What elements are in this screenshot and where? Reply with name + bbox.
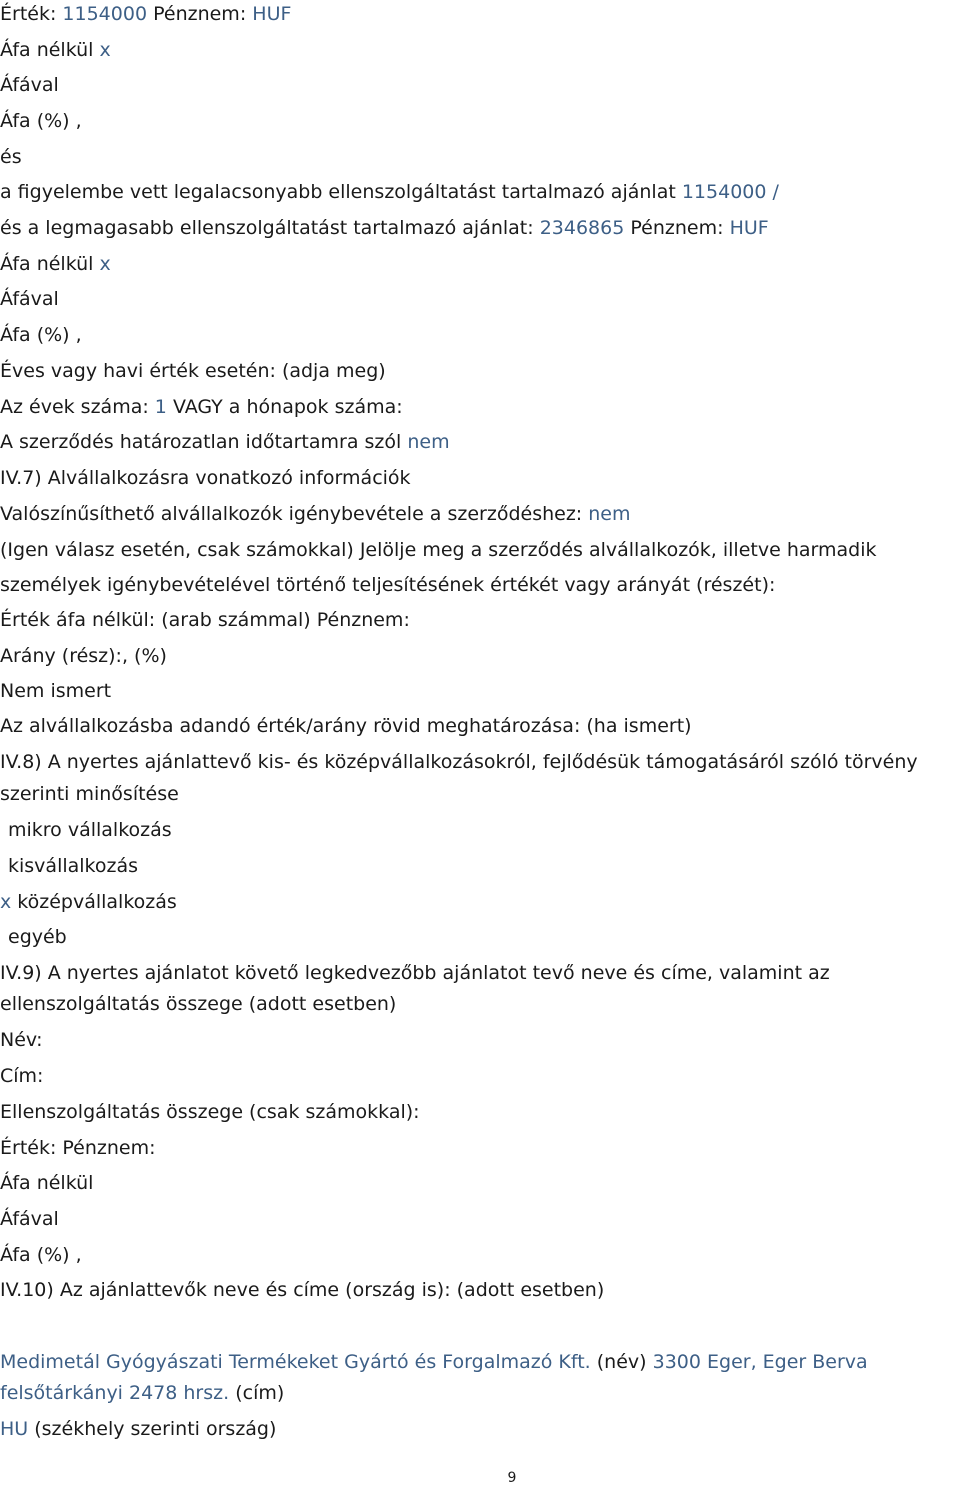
vat-excl2-label: Áfa nélkül bbox=[0, 253, 94, 275]
amount-label: Ellenszolgáltatás összege (csak számokkal): bbox=[0, 1101, 420, 1123]
option-medium-mark: x bbox=[0, 891, 12, 913]
months-label: VAGY a hónapok száma: bbox=[172, 396, 403, 418]
highest-offer-label: és a legmagasabb ellenszolgáltatást tartalmazó ajánlat: bbox=[0, 217, 534, 239]
value-amount: 1154000 bbox=[62, 3, 148, 25]
vat-excl2-mark: x bbox=[99, 253, 111, 275]
highest-offer-line bbox=[0, 217, 769, 239]
iv9-vat-pct-label: Áfa (%) , bbox=[0, 1244, 82, 1266]
iv9-vat-incl-label: Áfával bbox=[0, 1208, 59, 1230]
option-small: kisvállalkozás bbox=[8, 855, 139, 877]
value-no-vat-label: Érték áfa nélkül: (arab számmal) Pénznem: bbox=[0, 609, 410, 631]
subcontract-desc-line2: személyek igénybevételével történő teljesítésének értékét vagy arányát (részét): bbox=[0, 574, 776, 596]
bidder-line2 bbox=[0, 1382, 284, 1404]
page-number: 9 bbox=[507, 1470, 517, 1486]
short-desc-label: Az alvállalkozásba adandó érték/arány rövid meghatározása: (ha ismert) bbox=[0, 715, 692, 737]
subcontract-likely-value: nem bbox=[588, 503, 631, 525]
vat-incl-label: Áfával bbox=[0, 74, 59, 96]
currency2-value: HUF bbox=[729, 217, 769, 239]
vat-excl-label: Áfa nélkül bbox=[0, 39, 94, 61]
bidder-country-tag: (székhely szerinti ország) bbox=[34, 1418, 277, 1440]
currency-label: Pénznem: bbox=[153, 3, 247, 25]
bidder-company: Medimetál Gyógyászati Termékeket Gyártó és Forgalmazó Kft. bbox=[0, 1351, 591, 1373]
section-iv8-heading-line1: IV.8) A nyertes ajánlattevő kis- és középvállalkozásokról, fejlődésük támogatásáról szóló törvény bbox=[0, 751, 918, 773]
highest-offer-value: 2346865 bbox=[539, 217, 625, 239]
section-iv7-heading: IV.7) Alvállalkozásra vonatkozó információk bbox=[0, 467, 411, 489]
section-iv9-heading-line1: IV.9) A nyertes ajánlatot követő legkedvezőbb ajánlatot tevő neve és címe, valamint az bbox=[0, 962, 830, 984]
lowest-offer-label: a figyelembe vett legalacsonyabb ellenszolgáltatást tartalmazó ajánlat bbox=[0, 181, 676, 203]
unknown-label: Nem ismert bbox=[0, 680, 112, 702]
option-medium: középvállalkozás bbox=[17, 891, 177, 913]
vat-pct-label: Áfa (%) , bbox=[0, 110, 82, 132]
lowest-offer-line bbox=[0, 181, 779, 203]
indefinite-label: A szerződés határozatlan időtartamra szól bbox=[0, 431, 402, 453]
subcontract-likely-label: Valószínűsíthető alvállalkozók igénybevétele a szerződéshez: bbox=[0, 503, 583, 525]
years-label: Az évek száma: bbox=[0, 396, 149, 418]
value-line bbox=[0, 3, 291, 25]
section-iv10-heading: IV.10) Az ajánlattevők neve és címe (ország is): (adott esetben) bbox=[0, 1279, 605, 1301]
indefinite-value: nem bbox=[407, 431, 450, 453]
section-iv8-heading-line2: szerinti minősítése bbox=[0, 783, 179, 805]
option-other: egyéb bbox=[8, 926, 67, 948]
years-value: 1 bbox=[154, 396, 167, 418]
currency-value: HUF bbox=[252, 3, 292, 25]
bidder-address-part2: felsőtárkányi 2478 hrsz. bbox=[0, 1382, 230, 1404]
address-label: Cím: bbox=[0, 1065, 44, 1087]
value-currency-label: Érték: Pénznem: bbox=[0, 1137, 156, 1159]
and-label: és bbox=[0, 146, 22, 168]
vat-pct2-label: Áfa (%) , bbox=[0, 324, 82, 346]
vat-incl2-label: Áfával bbox=[0, 288, 59, 310]
indefinite-line bbox=[0, 431, 450, 453]
iv9-vat-excl-label: Áfa nélkül bbox=[0, 1172, 94, 1194]
option-medium-line bbox=[0, 891, 177, 913]
bidder-address-tag: (cím) bbox=[235, 1382, 285, 1404]
years-line bbox=[0, 396, 403, 418]
bidder-line1 bbox=[0, 1351, 868, 1373]
subcontract-desc-line1: (Igen válasz esetén, csak számokkal) Jelölje meg a szerződés alvállalkozók, illetve harmadik bbox=[0, 539, 877, 561]
bidder-address-part1: 3300 Eger, Eger Berva bbox=[652, 1351, 868, 1373]
currency2-label: Pénznem: bbox=[630, 217, 724, 239]
bidder-line3 bbox=[0, 1418, 276, 1440]
bidder-country: HU bbox=[0, 1418, 29, 1440]
vat-excl2-line bbox=[0, 253, 111, 275]
annual-label: Éves vagy havi érték esetén: (adja meg) bbox=[0, 360, 386, 382]
bidder-name-tag: (név) bbox=[596, 1351, 647, 1373]
name-label: Név: bbox=[0, 1029, 43, 1051]
section-iv9-heading-line2: ellenszolgáltatás összege (adott esetben) bbox=[0, 993, 397, 1015]
value-label: Érték: bbox=[0, 3, 57, 25]
option-micro: mikro vállalkozás bbox=[8, 819, 172, 841]
lowest-offer-value: 1154000 / bbox=[681, 181, 779, 203]
vat-excl-mark: x bbox=[99, 39, 111, 61]
ratio-label: Arány (rész):, (%) bbox=[0, 645, 167, 667]
vat-excl-line bbox=[0, 39, 111, 61]
subcontract-likely-line bbox=[0, 503, 631, 525]
